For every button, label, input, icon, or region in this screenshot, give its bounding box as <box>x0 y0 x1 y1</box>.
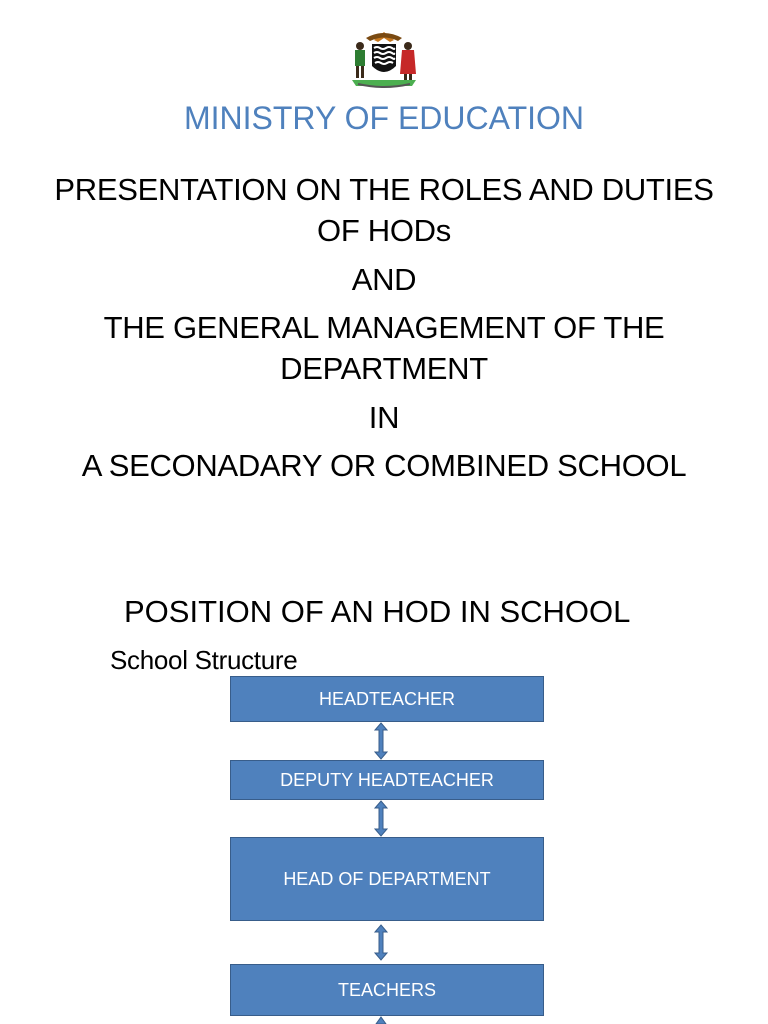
structure-label: School Structure <box>110 645 298 675</box>
section-heading: POSITION OF AN HOD IN SCHOOL <box>124 594 631 629</box>
box-head-of-department: HEAD OF DEPARTMENT <box>230 837 544 921</box>
box-teachers: TEACHERS <box>230 964 544 1016</box>
title-line-3: AND <box>351 262 417 297</box>
title-line-4: THE GENERAL MANAGEMENT OF THE <box>103 310 665 345</box>
title-line-5: DEPARTMENT <box>280 351 488 386</box>
coat-of-arms-icon <box>344 30 424 90</box>
title-line-2: OF HODs <box>317 213 451 248</box>
double-arrow-icon <box>372 1016 390 1024</box>
double-arrow-icon <box>372 800 390 837</box>
box-deputy-headteacher: DEPUTY HEADTEACHER <box>230 760 544 800</box>
title-line-6: IN <box>368 400 400 435</box>
ministry-name: MINISTRY OF EDUCATION <box>183 100 585 136</box>
title-line-1: PRESENTATION ON THE ROLES AND DUTIES <box>54 172 714 207</box>
box-headteacher: HEADTEACHER <box>230 676 544 722</box>
double-arrow-icon <box>372 722 390 760</box>
title-line-7: A SECONADARY OR COMBINED SCHOOL <box>81 448 687 483</box>
double-arrow-icon <box>372 924 390 961</box>
